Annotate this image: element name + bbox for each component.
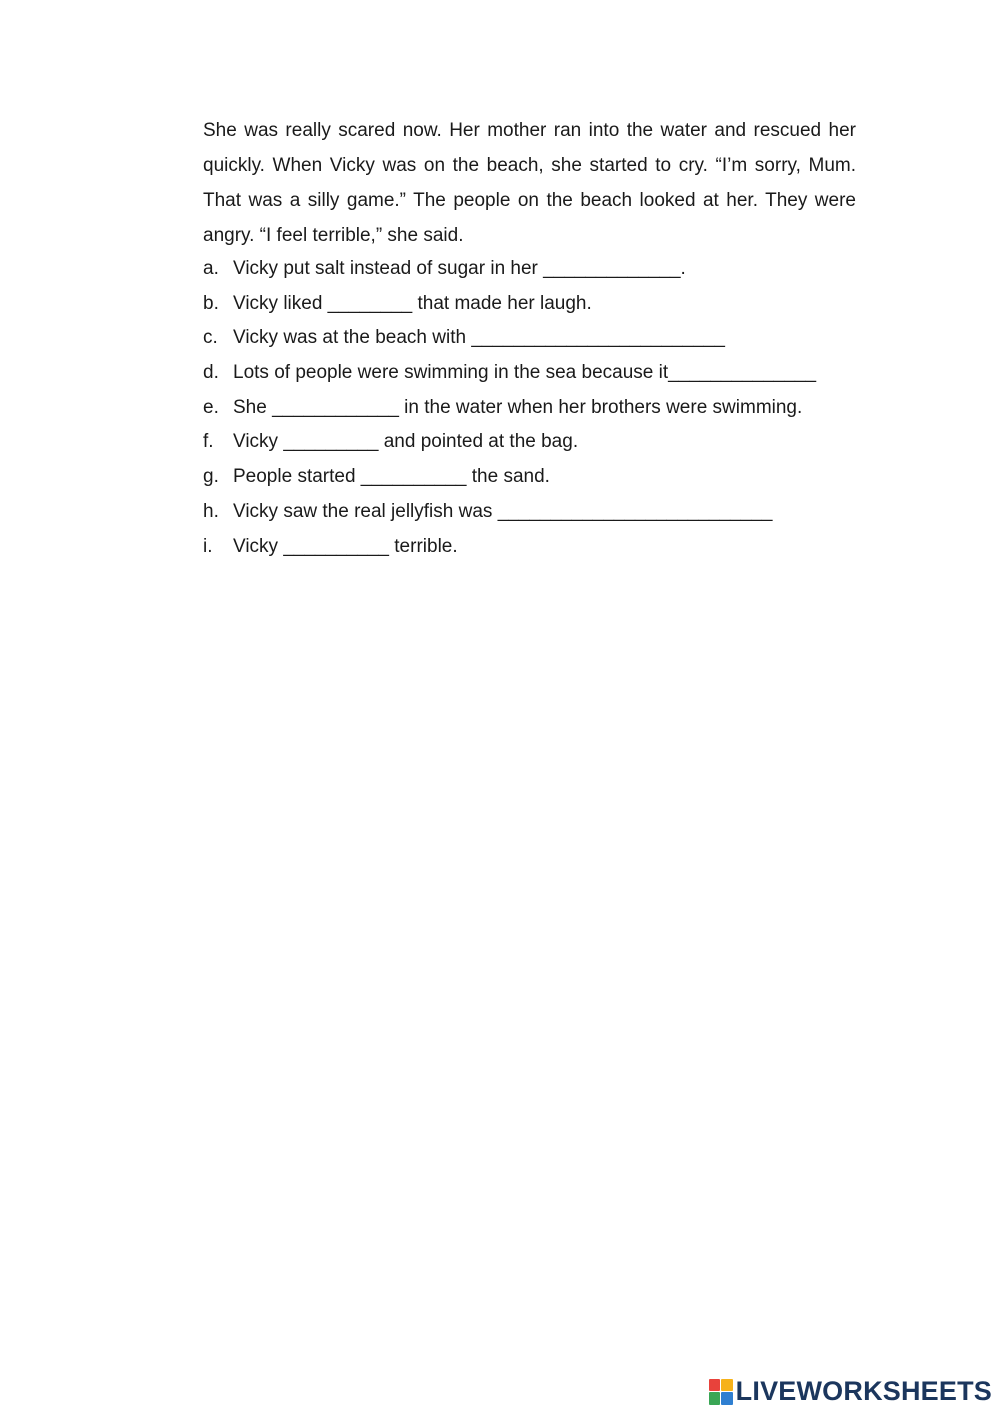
question-item-h	[203, 495, 883, 530]
question-item-b	[203, 287, 883, 322]
watermark-text: LIVEWORKSHEETS	[735, 1376, 992, 1406]
question-text: Vicky saw the real jellyfish was __________________________	[233, 500, 773, 522]
question-letter: f.	[203, 431, 214, 453]
question-text: Vicky was at the beach with ________________________	[233, 327, 725, 349]
question-text: Vicky __________ terrible.	[233, 535, 458, 557]
question-letter: h.	[203, 500, 219, 522]
question-text: People started __________ the sand.	[233, 466, 550, 488]
question-item-f	[203, 425, 883, 460]
question-letter: d.	[203, 362, 219, 384]
question-item-c	[203, 321, 883, 356]
question-item-a	[203, 252, 883, 287]
question-letter: e.	[203, 396, 219, 418]
question-text: Vicky put salt instead of sugar in her _____________.	[233, 258, 686, 279]
question-text: Vicky _________ and pointed at the bag.	[233, 431, 579, 453]
question-letter: b.	[203, 292, 219, 314]
question-text: Vicky liked ________ that made her laugh.	[233, 292, 592, 314]
question-item-e	[203, 391, 883, 426]
question-text: She ____________ in the water when her brothers were swimming.	[233, 396, 803, 418]
liveworksheets-logo-icon	[709, 1379, 733, 1405]
question-letter: c.	[203, 327, 218, 349]
question-letter: a.	[203, 258, 219, 279]
question-text: Lots of people were swimming in the sea because it______________	[233, 362, 817, 384]
logo-block-red	[709, 1379, 721, 1392]
question-item-g	[203, 460, 883, 495]
liveworksheets-watermark	[709, 1376, 992, 1407]
story-passage: She was really scared now. Her mother ran into the water and rescued her quickly. When Vicky was on the beach, she started to cry. “I’m sorry, Mum. That was a silly game.” The people on the beach looked at her. They were angry. “I feel terrible,” she said.	[203, 120, 856, 246]
logo-block-green	[709, 1392, 721, 1405]
logo-block-blue	[721, 1392, 733, 1405]
question-item-i	[203, 530, 883, 565]
question-item-d	[203, 356, 883, 391]
question-list	[203, 252, 883, 564]
question-letter: g.	[203, 466, 219, 488]
logo-block-yellow	[721, 1379, 733, 1392]
question-letter: i.	[203, 535, 213, 557]
